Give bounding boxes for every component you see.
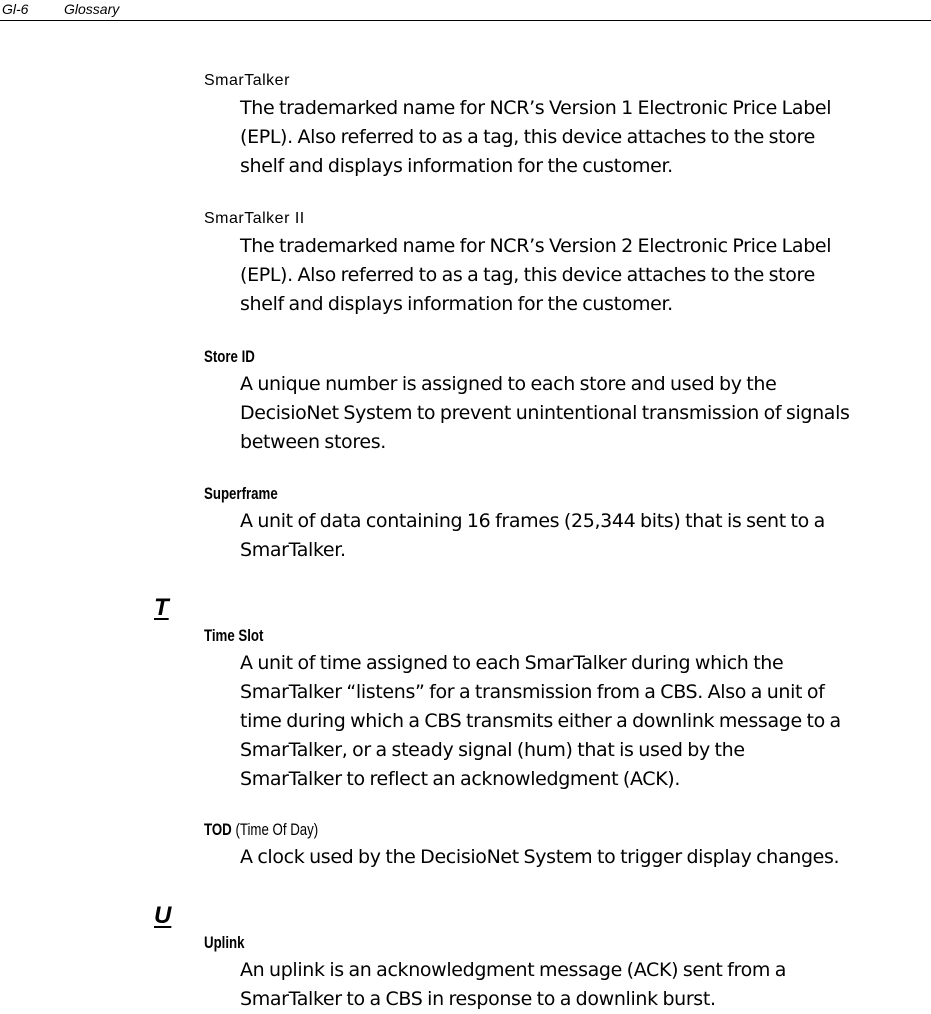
definition-line: DecisioNet System to prevent unintentional transmission of signals xyxy=(240,402,850,424)
glossary-term: SmarTalker xyxy=(204,72,290,89)
glossary-term xyxy=(204,820,318,840)
definition-line: (EPL). Also referred to as a tag, this device attaches to the store xyxy=(240,126,815,148)
page-header xyxy=(0,0,931,21)
definition-line: shelf and displays information for the customer. xyxy=(240,155,673,177)
definition-line: An uplink is an acknowledgment message (ACK) sent from a xyxy=(240,959,786,981)
definition-line: A unit of data containing 16 frames (25,344 bits) that is sent to a xyxy=(240,510,825,532)
definition-line: SmarTalker, or a steady signal (hum) that is used by the xyxy=(240,739,745,761)
glossary-term: Time Slot xyxy=(204,626,264,645)
definition-line: A unique number is assigned to each store and used by the xyxy=(240,373,777,395)
definition-line: SmarTalker to reflect an acknowledgment (ACK). xyxy=(240,768,681,790)
term-expansion: (Time Of Day) xyxy=(235,820,319,839)
section-letter-u: U xyxy=(154,902,172,929)
glossary-term: Uplink xyxy=(204,933,245,952)
definition-line: A unit of time assigned to each SmarTalker during which the xyxy=(240,652,784,674)
definition-line: SmarTalker. xyxy=(240,539,346,561)
glossary-term: Superframe xyxy=(204,484,278,503)
section-title: Glossary xyxy=(64,1,120,17)
glossary-definition xyxy=(240,956,930,1014)
term-name: TOD xyxy=(204,820,232,839)
section-letter-t: T xyxy=(154,594,169,621)
glossary-term: Store ID xyxy=(204,347,255,366)
glossary-definition xyxy=(240,94,930,181)
definition-line: shelf and displays information for the customer. xyxy=(240,293,673,315)
glossary-term: SmarTalker II xyxy=(204,210,305,227)
definition-line: (EPL). Also referred to as a tag, this device attaches to the store xyxy=(240,264,815,286)
page-number: Gl-6 xyxy=(2,1,29,17)
definition-line: SmarTalker “listens” for a transmission from a CBS. Also a unit of xyxy=(240,681,825,703)
definition-line: The trademarked name for NCR’s Version 2 Electronic Price Label xyxy=(240,235,832,257)
glossary-definition xyxy=(240,649,930,794)
definition-line: SmarTalker to a CBS in response to a downlink burst. xyxy=(240,988,716,1010)
definition-line: between stores. xyxy=(240,431,386,453)
definition-line: The trademarked name for NCR’s Version 1 Electronic Price Label xyxy=(240,97,832,119)
definition-line: A clock used by the DecisioNet System to trigger display changes. xyxy=(240,846,840,868)
glossary-definition xyxy=(240,843,930,872)
definition-line: time during which a CBS transmits either a downlink message to a xyxy=(240,710,841,732)
glossary-definition xyxy=(240,507,930,565)
glossary-definition xyxy=(240,370,930,457)
glossary-definition xyxy=(240,232,930,319)
